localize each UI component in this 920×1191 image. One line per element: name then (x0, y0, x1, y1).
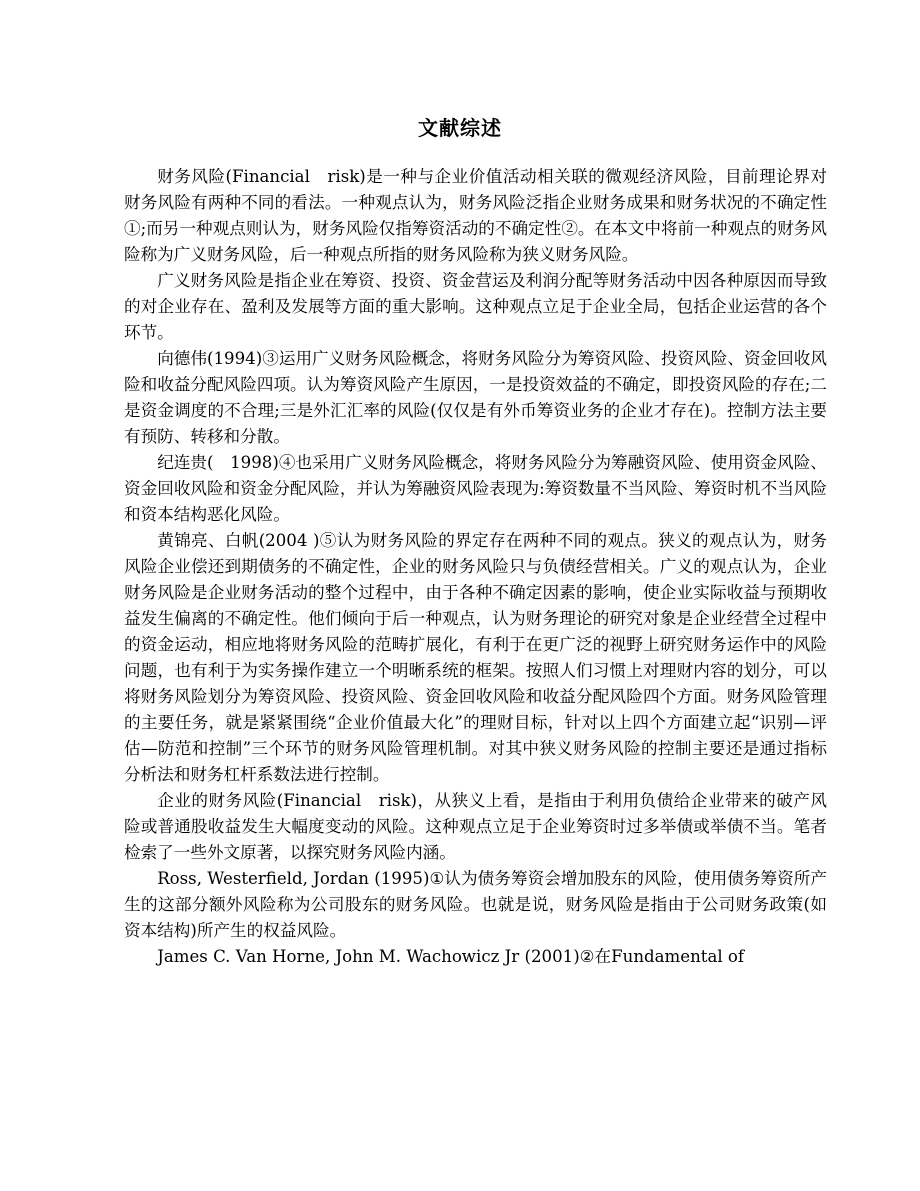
paragraph-financial-risk-definition: 财务风险(Financial risk)是一种与企业价值活动相关联的微观经济风险，目前理论界对财务风险有两种不同的看法。一种观点认为，财务风险泛指企业财务成果和财务状况的不确定性①;而另一种观点则认为，财务风险仅指筹资活动的不确定性②。在本文中将前一种观点的财务风险称为广义财务风险，后一种观点所指的财务风险称为狭义财务风险。 (124, 167, 827, 264)
paragraph-huang-jinliang-bai-fan: 黄锦亮、白帆(2004 )⑤认为财务风险的界定存在两种不同的观点。狭义的观点认为，财务风险企业偿还到期债务的不确定性，企业的财务风险只与负债经营相关。广义的观点认为，企业财务风险是企业财务活动的整个过程中，由于各种不确定因素的影响，使企业实际收益与预期收益发生偏离的不确定性。他们倾向于后一种观点，认为财务理论的研究对象是企业经营全过程中的资金运动，相应地将财务风险的范畴扩展化，有利于在更广泛的视野上研究财务运作中的风险问题，也有利于为实务操作建立一个明晰系统的框架。按照人们习惯上对理财内容的划分，可以将财务风险划分为筹资风险、投资风险、资金回收风险和收益分配风险四个方面。财务风险管理的主要任务，就是紧紧围绕“企业价值最大化”的理财目标，针对以上四个方面建立起“识别—评估—防范和控制”三个环节的财务风险管理机制。对其中狭义财务风险的控制主要还是通过指标分析法和财务杠杆系数法进行控制。 (124, 531, 827, 784)
document-body (124, 164, 827, 970)
paragraph-broad-financial-risk: 广义财务风险是指企业在筹资、投资、资金营运及利润分配等财务活动中因各种原因而导致的对企业存在、盈利及发展等方面的重大影响。这种观点立足于企业全局，包括企业运营的各个环节。 (124, 271, 827, 342)
paragraph-van-horne-wachowicz: James C. Van Horne, John M. Wachowicz Jr (2001)②在Fundamental of (157, 947, 745, 966)
paragraph-xiang-dewei: 向德伟(1994)③运用广义财务风险概念，将财务风险分为筹资风险、投资风险、资金回收风险和收益分配风险四项。认为筹资风险产生原因，一是投资效益的不确定，即投资风险的存在;二是资金调度的不合理;三是外汇汇率的风险(仅仅是有外币筹资业务的企业才存在)。控制方法主要有预防、转移和分散。 (124, 349, 827, 446)
paragraph-ross-westerfield-jordan: Ross, Westerfield, Jordan (1995)①认为债务筹资会增加股东的风险，使用债务筹资所产生的这部分额外风险称为公司股东的财务风险。也就是说，财务风险是指由于公司财务政策(如资本结构)所产生的权益风险。 (124, 869, 827, 940)
paragraph-ji-liangui: 纪连贵( 1998)④也采用广义财务风险概念，将财务风险分为筹融资风险、使用资金风险、资金回收风险和资金分配风险，并认为筹融资风险表现为:筹资数量不当风险、筹资时机不当风险和资本结构恶化风险。 (124, 453, 827, 524)
paragraph-narrow-financial-risk: 企业的财务风险(Financial risk)，从狭义上看，是指由于利用负债给企业带来的破产风险或普通股收益发生大幅度变动的风险。这种观点立足于企业筹资时过多举债或举债不当。笔者检索了一些外文原著，以探究财务风险内涵。 (124, 791, 827, 862)
page-title: 文献综述 (418, 116, 502, 140)
